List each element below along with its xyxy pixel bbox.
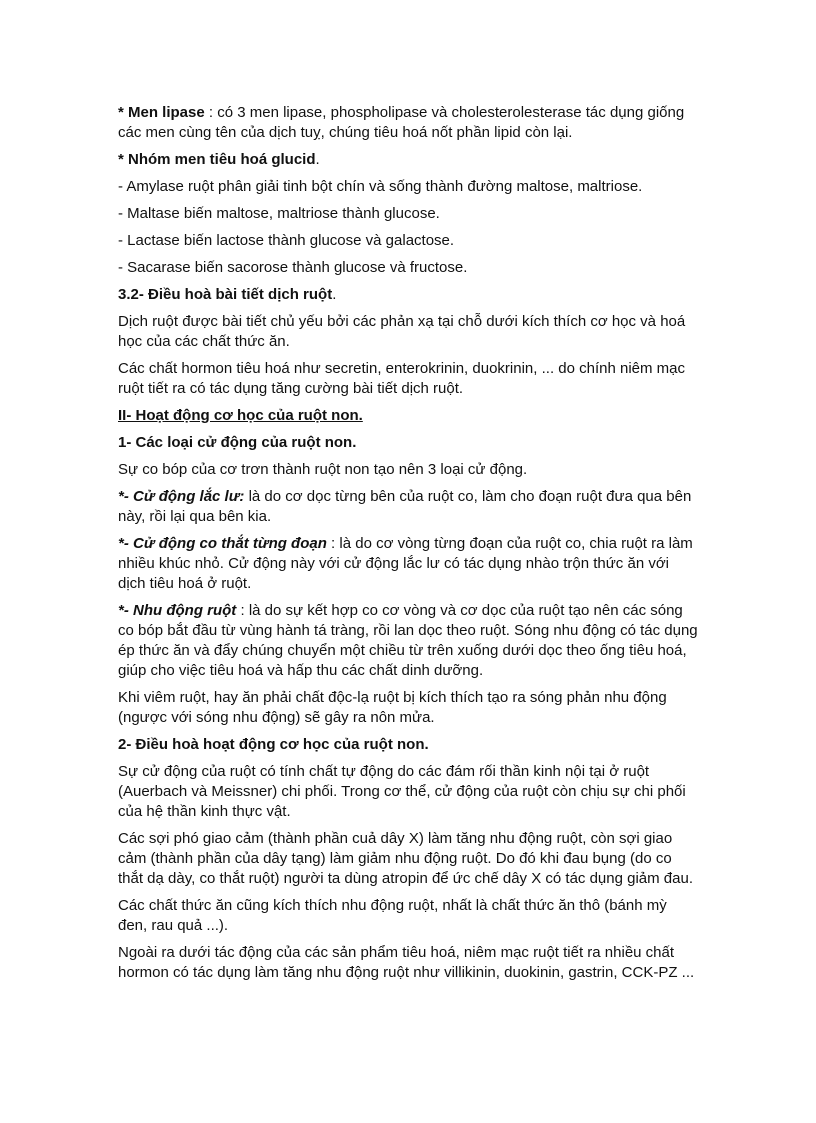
list-item-maltase: - Maltase biến maltose, maltriose thành glucose. <box>118 205 440 222</box>
term-peristalsis: *- Nhu động ruột <box>118 602 237 619</box>
list-item-lactase: - Lactase biến lactose thành glucose và galactose. <box>118 232 455 249</box>
paragraph-movement-sway <box>118 487 700 527</box>
term-men-lipase: * Men lipase <box>118 104 205 121</box>
paragraph-parasympathetic: Các sợi phó giao cảm (thành phần cuả dây X) làm tăng nhu động ruột, còn sợi giao cảm (thành phần của dây tạng) làm giảm nhu động ruột. Do đó khi đau bụng (do co thắt dạ dày, co thắt ruột) người ta dùng atropin để ức chế dây X có tác dụng giảm đau. <box>118 830 693 887</box>
paragraph-autonomy: Sự cử động của ruột có tính chất tự động do các đám rối thần kinh nội tại ở ruột (Auerbach và Meissner) chi phối. Trong cơ thể, cử động của ruột còn chịu sự chi phối của hệ thần kinh thực vật. <box>118 763 686 820</box>
paragraph-text: . <box>315 151 320 168</box>
heading-text: 3.2- Điều hoà bài tiết dịch ruột <box>118 286 333 303</box>
paragraph-men-lipase <box>118 103 700 143</box>
document-page <box>118 103 700 990</box>
paragraph-hormones: Các chất hormon tiêu hoá như secretin, enterokrinin, duokrinin, ... do chính niêm mạc ruột tiết ra có tác dụng tăng cường bài tiết dịch ruột. <box>118 360 686 397</box>
paragraph-inflammation: Khi viêm ruột, hay ăn phải chất độc-lạ ruột bị kích thích tạo ra sóng phản nhu động (ngược với sóng nhu động) sẽ gây ra nôn mửa. <box>118 689 667 726</box>
section-heading-II-2: 2- Điều hoà hoạt động cơ học của ruột non. <box>118 736 429 753</box>
paragraph-text: là do cơ dọc từng bên của ruột co, làm cho đoạn ruột đưa qua bên này, rồi lại qua bên kia. <box>118 488 692 525</box>
heading-period: . <box>332 286 337 303</box>
paragraph-movement-segment <box>118 534 700 594</box>
paragraph-intro: Sự co bóp của cơ trơn thành ruột non tạo nên 3 loại cử động. <box>118 461 528 478</box>
paragraph-text: : là do sự kết hợp co cơ vòng và cơ dọc của ruột tạo nên các sóng co bóp bắt đầu từ vùng hành tá tràng, rồi lan dọc theo ruột. Sóng nhu động có tác dụng ép thức ăn và đẩy chúng chuyển một chiều từ trên xuống dưới dọc theo ống tiêu hoá, giúp cho việc tiêu hoá và hấp thu các chất dinh dưỡng. <box>118 602 698 679</box>
list-item-amylase: - Amylase ruột phân giải tinh bột chín và sống thành đường maltose, maltriose. <box>118 178 643 195</box>
section-heading-3-2 <box>118 285 700 305</box>
section-heading-II-1: 1- Các loại cử động của ruột non. <box>118 434 357 451</box>
term-sway: *- Cử động lắc lư: <box>118 488 245 505</box>
term-segment: *- Cử động co thắt từng đoạn <box>118 535 327 552</box>
paragraph-secretion: Dịch ruột được bài tiết chủ yếu bởi các phản xạ tại chỗ dưới kích thích cơ học và hoá học của các chất thức ăn. <box>118 313 686 350</box>
paragraph-text: : có 3 men lipase, phospholipase và cholesterolesterase tác dụng giống các men cùng tên của dịch tuỵ, chúng tiêu hoá nốt phần lipid còn lại. <box>118 104 685 141</box>
term-glucid-enzymes: * Nhóm men tiêu hoá glucid <box>118 151 316 168</box>
paragraph-text: : là do cơ vòng từng đoạn của ruột co, chia ruột ra làm nhiều khúc nhỏ. Cử động này với cử động lắc lư có tác dụng nhào trộn thức ăn với dịch tiêu hoá ở ruột. <box>118 535 693 592</box>
paragraph-glucid-enzymes <box>118 150 700 170</box>
section-heading-II: II- Hoạt động cơ học của ruột non. <box>118 407 363 424</box>
paragraph-food-stimulus: Các chất thức ăn cũng kích thích nhu động ruột, nhất là chất thức ăn thô (bánh mỳ đen, rau quả ...). <box>118 897 667 934</box>
paragraph-hormone-effect: Ngoài ra dưới tác động của các sản phẩm tiêu hoá, niêm mạc ruột tiết ra nhiều chất hormon có tác dụng làm tăng nhu động ruột như villikinin, duokinin, gastrin, CCK-PZ ... <box>118 944 695 981</box>
paragraph-movement-peristalsis <box>118 601 700 681</box>
list-item-sacarase: - Sacarase biến sacorose thành glucose và fructose. <box>118 259 468 276</box>
